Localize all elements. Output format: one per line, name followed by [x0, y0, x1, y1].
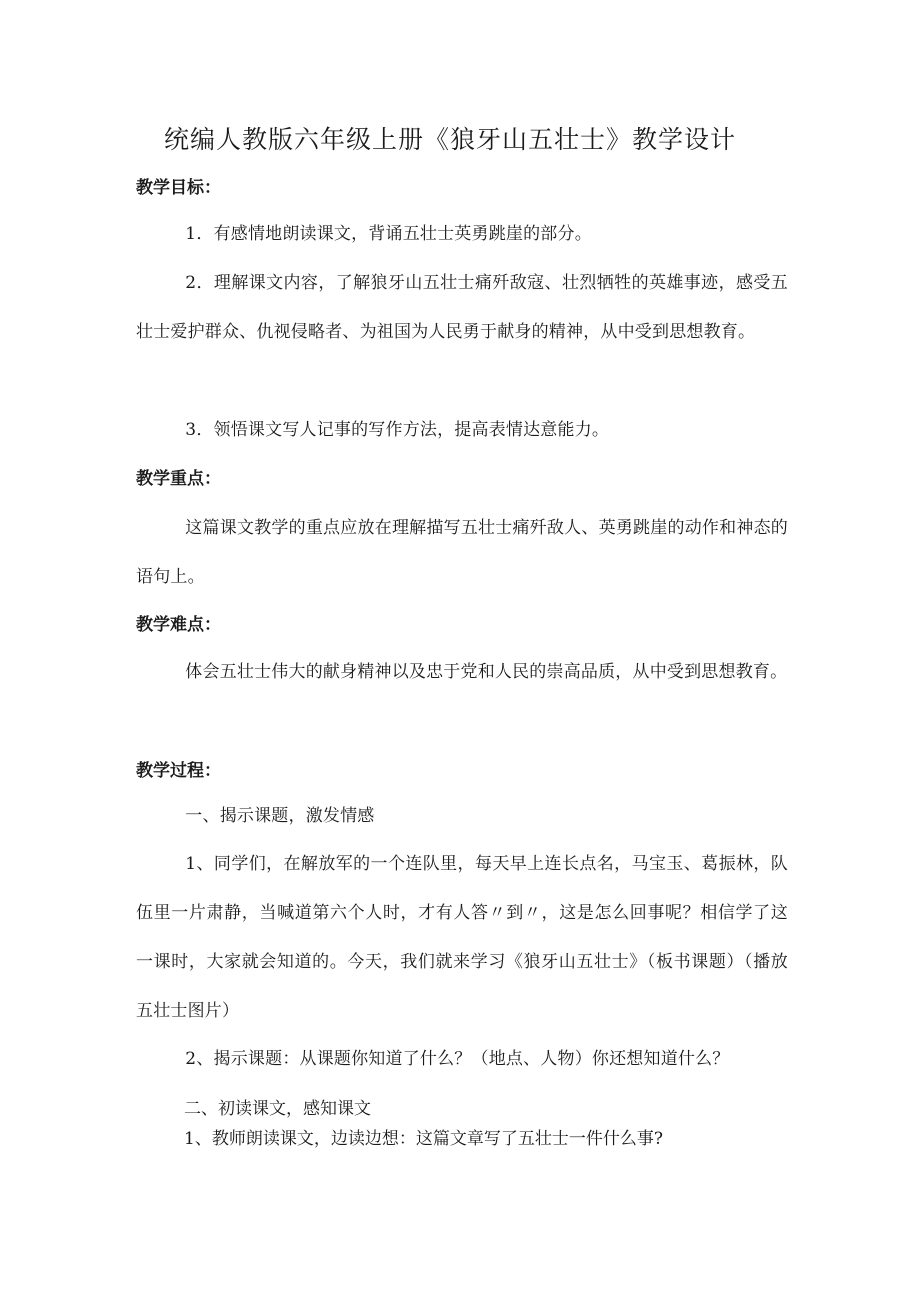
- objective-item-1: 1．有感情地朗读课文，背诵五壮士英勇跳崖的部分。: [185, 224, 592, 244]
- key-points-text: 这篇课文教学的重点应放在理解描写五壮士痛歼敌人、英勇跳崖的动作和神态的语句上。: [136, 518, 788, 587]
- process-heading: 教学过程：: [136, 761, 221, 781]
- section2-title: 二、初读课文，感知课文: [184, 1099, 371, 1119]
- key-points-heading: 教学重点：: [136, 469, 221, 489]
- section2-item-1: 1、教师朗读课文，边读边想：这篇文章写了五壮士一件什么事?: [184, 1129, 663, 1149]
- section1-title: 一、揭示课题，激发情感: [185, 806, 375, 826]
- difficulties-heading: 教学难点：: [136, 615, 221, 635]
- objectives-heading: 教学目标：: [136, 178, 221, 198]
- document-title: 统编人教版六年级上册《狼牙山五壮士》教学设计: [163, 125, 736, 154]
- section1-item-1: 1、同学们，在解放军的一个连队里，每天早上连长点名，马宝玉、葛振林，队伍里一片肃静，当喊道第六个人时，才有人答〃到〃，这是怎么回事呢？相信学了这一课时，大家就会知道的。今天，我们就来学习《狼牙山五壮士》（板书课题）（播放五壮士图片）: [136, 854, 788, 1021]
- objective-item-2: 2．理解课文内容，了解狼牙山五壮士痛歼敌寇、壮烈牺牲的英雄事迹，感受五壮士爱护群众、仇视侵略者、为祖国为人民勇于献身的精神，从中受到思想教育。: [136, 273, 788, 342]
- section1-item-2: 2、揭示课题：从课题你知道了什么？（地点、人物）你还想知道什么？: [185, 1049, 730, 1069]
- objective-item-3: 3．领悟课文写人记事的写作方法，提高表情达意能力。: [185, 420, 610, 440]
- difficulties-text: 体会五壮士伟大的献身精神以及忠于党和人民的崇高品质，从中受到思想教育。: [185, 662, 788, 682]
